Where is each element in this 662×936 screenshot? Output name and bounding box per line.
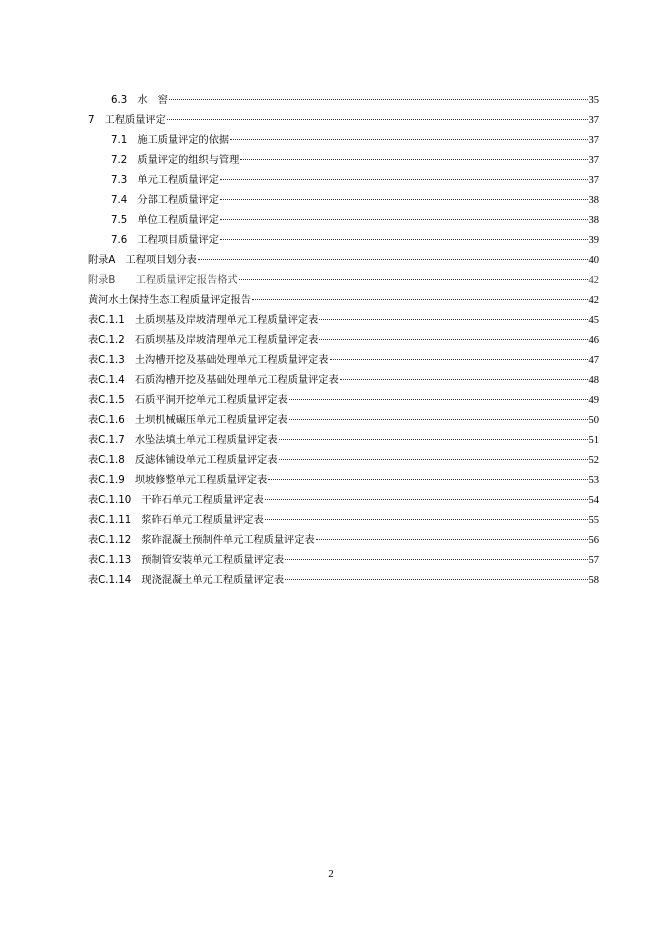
- toc-entry-page: 40: [588, 255, 599, 266]
- toc-entry-title: 7.3 单元工程质量评定: [111, 175, 219, 186]
- toc-entry-title: 表C.1.6 土坝机械碾压单元工程质量评定表: [88, 415, 288, 426]
- toc-entry-title: 表C.1.5 石质平洞开挖单元工程质量评定表: [88, 395, 288, 406]
- toc-entry[interactable]: [88, 371, 599, 391]
- toc-entry[interactable]: [88, 351, 599, 371]
- leader-dots: [230, 139, 587, 140]
- leader-dots: [220, 179, 588, 180]
- toc-entry[interactable]: [88, 571, 599, 591]
- leader-dots: [239, 279, 588, 280]
- toc-entry-page: 58: [588, 575, 599, 586]
- toc-entry[interactable]: [88, 291, 599, 311]
- leader-dots: [268, 479, 587, 480]
- toc-entry-page: 54: [588, 495, 599, 506]
- toc-entry-page: 52: [588, 455, 599, 466]
- toc-entry[interactable]: [88, 311, 599, 331]
- toc-entry-page: 45: [588, 315, 599, 326]
- toc-entry-page: 55: [588, 515, 599, 526]
- leader-dots: [330, 359, 588, 360]
- leader-dots: [319, 339, 587, 340]
- toc-entry-title: 黄河水土保持生态工程质量评定报告: [88, 295, 251, 306]
- toc-entry-page: 37: [588, 135, 599, 146]
- toc-entry[interactable]: [88, 511, 599, 531]
- toc-entry-title: 7.5 单位工程质量评定: [111, 215, 219, 226]
- toc-entry-page: 38: [588, 215, 599, 226]
- toc-entry[interactable]: [88, 91, 599, 111]
- toc-entry-title: 表C.1.12 浆砟混凝土预制件单元工程质量评定表: [88, 535, 315, 546]
- toc-entry-page: 42: [588, 295, 599, 306]
- toc-entry[interactable]: [88, 151, 599, 171]
- leader-dots: [265, 519, 588, 520]
- toc-entry[interactable]: [88, 171, 599, 191]
- toc-entry-page: 38: [588, 195, 599, 206]
- leader-dots: [279, 459, 588, 460]
- leader-dots: [289, 419, 588, 420]
- toc-entry[interactable]: [88, 451, 599, 471]
- leader-dots: [285, 579, 587, 580]
- toc-entry-page: 37: [588, 115, 599, 126]
- toc-entry-title: 7.6 工程项目质量评定: [111, 235, 219, 246]
- toc-entry-title: 表C.1.7 水坠法填土单元工程质量评定表: [88, 435, 278, 446]
- toc-entry[interactable]: [88, 271, 599, 291]
- toc-entry-page: 46: [588, 335, 599, 346]
- toc-entry-page: 37: [588, 155, 599, 166]
- leader-dots: [316, 539, 588, 540]
- toc-entry[interactable]: [88, 211, 599, 231]
- toc-entry[interactable]: [88, 251, 599, 271]
- toc-entry-page: 49: [588, 395, 599, 406]
- toc-entry-title: 附录A 工程项目划分表: [88, 255, 197, 266]
- toc-entry-title: 附录B 工程质量评定报告格式: [88, 275, 238, 286]
- leader-dots: [265, 499, 588, 500]
- leader-dots: [167, 119, 588, 120]
- leader-dots: [319, 319, 587, 320]
- leader-dots: [220, 199, 588, 200]
- toc-entry-page: 56: [588, 535, 599, 546]
- toc-entry-title: 表C.1.9 坝坡修整单元工程质量评定表: [88, 475, 268, 486]
- toc-entry[interactable]: [88, 191, 599, 211]
- page-number: 2: [328, 868, 334, 880]
- toc-entry[interactable]: [88, 391, 599, 411]
- toc-entry-page: 37: [588, 175, 599, 186]
- toc-entry[interactable]: [88, 491, 599, 511]
- toc-entry-title: 表C.1.3 土沟槽开挖及基础处理单元工程质量评定表: [88, 355, 329, 366]
- toc-entry[interactable]: [88, 471, 599, 491]
- leader-dots: [240, 159, 587, 160]
- toc-entry[interactable]: [88, 411, 599, 431]
- toc-entry-title: 表C.1.10 干砟石单元工程质量评定表: [88, 495, 264, 506]
- toc-entry-title: 7.1 施工质量评定的依据: [111, 135, 230, 146]
- table-of-contents: [88, 91, 599, 591]
- toc-entry-title: 表C.1.8 反滤体铺设单元工程质量评定表: [88, 455, 278, 466]
- leader-dots: [252, 299, 588, 300]
- toc-entry-page: 35: [588, 95, 599, 106]
- toc-entry[interactable]: [88, 331, 599, 351]
- toc-entry-page: 57: [588, 555, 599, 566]
- leader-dots: [285, 559, 587, 560]
- leader-dots: [340, 379, 588, 380]
- toc-entry-page: 47: [588, 355, 599, 366]
- toc-entry-page: 53: [588, 475, 599, 486]
- toc-entry-title: 6.3 水 窖: [111, 95, 168, 106]
- toc-entry[interactable]: [88, 231, 599, 251]
- leader-dots: [169, 99, 588, 100]
- toc-entry-page: 39: [588, 235, 599, 246]
- toc-entry-title: 表C.1.11 浆砟石单元工程质量评定表: [88, 515, 264, 526]
- toc-entry-title: 表C.1.2 石质坝基及岸坡清理单元工程质量评定表: [88, 335, 319, 346]
- toc-entry-page: 50: [588, 415, 599, 426]
- leader-dots: [220, 239, 588, 240]
- toc-entry-title: 7 工程质量评定: [88, 115, 166, 126]
- leader-dots: [198, 259, 588, 260]
- leader-dots: [220, 219, 588, 220]
- toc-entry-title: 7.2 质量评定的组织与管理: [111, 155, 240, 166]
- toc-entry-title: 表C.1.14 现浇混凝土单元工程质量评定表: [88, 575, 285, 586]
- toc-entry-page: 42: [588, 275, 599, 286]
- leader-dots: [279, 439, 588, 440]
- toc-entry[interactable]: [88, 111, 599, 131]
- toc-entry[interactable]: [88, 131, 599, 151]
- leader-dots: [289, 399, 588, 400]
- toc-entry-page: 48: [588, 375, 599, 386]
- toc-entry[interactable]: [88, 431, 599, 451]
- toc-entry-title: 表C.1.4 石质沟槽开挖及基础处理单元工程质量评定表: [88, 375, 339, 386]
- toc-entry-page: 51: [588, 435, 599, 446]
- toc-entry-title: 7.4 分部工程质量评定: [111, 195, 219, 206]
- toc-entry-title: 表C.1.13 预制管安装单元工程质量评定表: [88, 555, 285, 566]
- toc-entry[interactable]: [88, 551, 599, 571]
- toc-entry-title: 表C.1.1 土质坝基及岸坡清理单元工程质量评定表: [88, 315, 319, 326]
- toc-entry[interactable]: [88, 531, 599, 551]
